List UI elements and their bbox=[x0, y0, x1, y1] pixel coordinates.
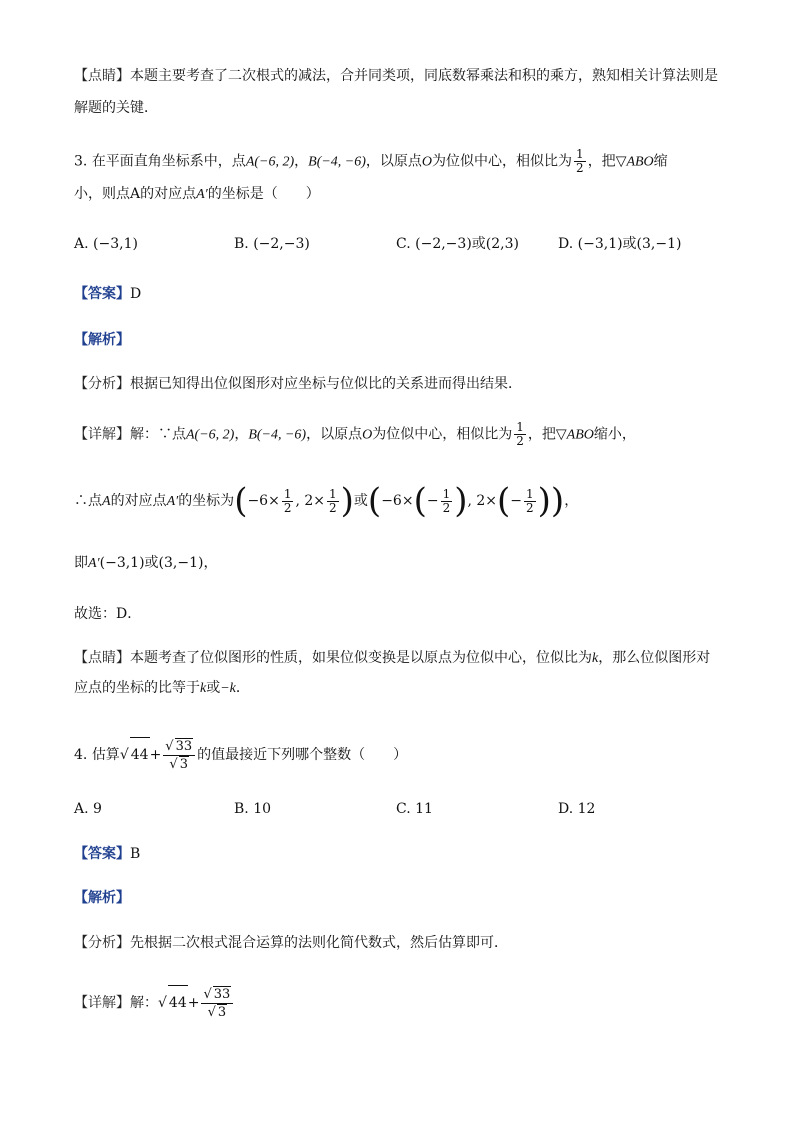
q3-coord2-frac1-den: 2 bbox=[442, 500, 451, 515]
q3-stem-b: ，以原点 bbox=[365, 153, 422, 170]
q4-detail-sqrt-44: 44 bbox=[168, 985, 188, 1020]
q3-stem-a: 在平面直角坐标系中，点 bbox=[91, 153, 246, 170]
q3-coord2-b: , 2× bbox=[467, 493, 498, 509]
q3-coord1-frac1-num: 1 bbox=[283, 486, 292, 501]
q3-option-d-label: D. bbox=[558, 236, 574, 252]
q4-detail: 【详解】解：√ 44+ $\frac{√ 33}{√ 3}$ bbox=[74, 985, 235, 1021]
q4-option-d-text: 12 bbox=[577, 801, 596, 817]
q3-line2-b: 的坐标是（ ） bbox=[207, 186, 320, 202]
dianjing-paragraph bbox=[74, 66, 718, 86]
q3-option-c-label: C. bbox=[396, 236, 411, 252]
q3-or: 或 bbox=[353, 493, 368, 509]
q3-coord1-frac2-num: 1 bbox=[329, 486, 337, 501]
q4-analysis-tag: 【解析】 bbox=[74, 890, 130, 906]
q3-option-d-text: (−3,1)或(3,−1) bbox=[577, 236, 682, 252]
q3-neg-2: − bbox=[510, 493, 523, 509]
close-paren-1: ) bbox=[340, 481, 354, 521]
q4-option-c[interactable] bbox=[396, 799, 433, 819]
q3-detail-ratio-den: 2 bbox=[516, 434, 524, 448]
q4-option-a-text: 9 bbox=[93, 801, 102, 817]
q3-detail-c: 为位似中心，相似比为 bbox=[372, 426, 513, 443]
q3-guxuan-text: 故选：D． bbox=[74, 606, 142, 622]
q4-detail-tag: 【详解】 bbox=[74, 995, 130, 1011]
q3-detail-triangle: ▽ABO bbox=[555, 427, 594, 443]
q3-option-a[interactable] bbox=[74, 234, 138, 254]
q3-detail-origin: O bbox=[362, 427, 373, 443]
q4-detail-sqrt-3: 3 bbox=[217, 1004, 227, 1020]
q3-a-prime: A′ bbox=[196, 187, 208, 202]
q3-stem bbox=[74, 148, 668, 175]
q3-therefore-b: 的对应点 bbox=[110, 493, 167, 509]
q3-therefore-point: A bbox=[102, 494, 111, 509]
q3-detail-point-b: B(−4, −6) bbox=[248, 427, 307, 443]
q3-answer bbox=[74, 284, 141, 304]
dianjing-tag: 【点睛】 bbox=[74, 68, 130, 84]
q3-detail-b: ，以原点 bbox=[306, 426, 363, 443]
q4-option-d[interactable] bbox=[558, 799, 595, 819]
q4-fenxi bbox=[74, 933, 508, 953]
q3-option-a-text: (−3,1) bbox=[93, 236, 138, 252]
q3-coord1-a: −6× bbox=[247, 493, 280, 509]
q3-options bbox=[74, 234, 734, 254]
q4-detail-a: 解： bbox=[130, 995, 158, 1011]
q3-option-b-label: B. bbox=[234, 236, 249, 252]
q3-neg-1: − bbox=[426, 493, 439, 509]
q3-coord1-frac1 bbox=[282, 488, 294, 515]
q3-stem-line2 bbox=[74, 184, 320, 205]
q3-point-b: B(−4, −6) bbox=[308, 154, 366, 170]
q4-answer-value: B bbox=[130, 846, 141, 862]
q3-option-b[interactable] bbox=[234, 234, 310, 254]
dianjing-text-1: 本题主要考查了二次根式的减法，合并同类项，同底数幂乘法和积的乘方，熟知相关计算法则是 bbox=[130, 68, 718, 84]
q4-fraction: $\frac{√ 33}{√ 3}$ bbox=[163, 738, 195, 773]
q3-option-a-label: A. bbox=[74, 236, 89, 252]
dianjing-text-2: 解题的关键． bbox=[74, 100, 158, 116]
q4-fenxi-text: 先根据二次根式混合运算的法则化简代数式，然后估算即可． bbox=[130, 935, 508, 951]
q3-dianjing-k2: k bbox=[200, 681, 207, 696]
q4-fenxi-tag: 【分析】 bbox=[74, 935, 130, 951]
close-paren-2: ) bbox=[550, 481, 565, 521]
q3-ji-coords: (−3,1)或(3,−1)， bbox=[99, 555, 218, 571]
q3-coord2-frac1 bbox=[441, 488, 453, 515]
q3-dianjing-1b: ，那么位似图形对 bbox=[598, 650, 711, 666]
q3-detail-d: ，把 bbox=[527, 426, 556, 443]
q3-coord1-frac1-den: 2 bbox=[283, 500, 292, 515]
q3-ji-a: 即 bbox=[74, 555, 88, 571]
q4-option-a-label: A. bbox=[74, 801, 89, 817]
q3-detail-point-a: A(−6, 2) bbox=[186, 427, 235, 443]
q3-coord2-a: −6× bbox=[381, 493, 414, 509]
q3-option-c-text: (−2,−3)或(2,3) bbox=[415, 236, 519, 252]
q3-analysis-tag: 【解析】 bbox=[74, 332, 130, 348]
q3-fenxi-tag: 【分析】 bbox=[74, 376, 130, 392]
q3-coord2-frac1-num: 1 bbox=[442, 486, 451, 501]
q4-option-b-text: 10 bbox=[253, 801, 272, 817]
q3-coord1-b: , 2× bbox=[295, 493, 326, 509]
q4-sqrt-33: 33 bbox=[175, 738, 193, 754]
open-paren-3: ( bbox=[413, 481, 427, 521]
q4-options bbox=[74, 799, 734, 819]
q3-detail bbox=[74, 421, 636, 448]
q3-therefore-a: ∴点 bbox=[74, 493, 102, 509]
q4-detail-plus: + bbox=[187, 995, 200, 1011]
q4-answer-tag: 【答案】 bbox=[74, 846, 130, 862]
q4-option-a[interactable] bbox=[74, 799, 102, 819]
q3-ji bbox=[74, 553, 217, 574]
q3-detail-ratio bbox=[514, 421, 526, 448]
q4-option-d-label: D. bbox=[558, 801, 574, 817]
q3-therefore: ∴点A的对应点A′的坐标为(−6× $\frac{1}{2}$ , 2× $\frac{1}{2}$ )或(−6×(− $\frac{1}{2}$ ), 2×(− $\frac{1}{2}$ ))， bbox=[74, 481, 579, 521]
q3-dianjing bbox=[74, 648, 710, 669]
q4-option-c-label: C. bbox=[396, 801, 411, 817]
q3-detail-ratio-num: 1 bbox=[516, 420, 524, 434]
q3-detail-tag: 【详解】 bbox=[74, 426, 130, 443]
q3-fenxi-text: 根据已知得出位似图形对应坐标与位似比的关系进而得出结果． bbox=[130, 376, 522, 392]
q3-option-c[interactable] bbox=[396, 234, 519, 254]
q4-detail-fraction: $\frac{√ 33}{√ 3}$ bbox=[201, 986, 233, 1021]
q3-sep: ， bbox=[294, 153, 309, 170]
q3-guxuan bbox=[74, 604, 141, 624]
q3-analysis-heading bbox=[74, 330, 130, 350]
q3-fenxi bbox=[74, 374, 522, 394]
q3-dianjing-line2 bbox=[74, 678, 250, 699]
q3-dianjing-1a: 本题考查了位似图形的性质，如果位似变换是以原点为位似中心，位似比为 bbox=[130, 650, 592, 666]
q3-dianjing-k: k bbox=[592, 651, 599, 666]
q4-sqrt-44: 44 bbox=[130, 737, 150, 772]
q3-coord2-frac2-num: 1 bbox=[526, 486, 534, 501]
dianjing-paragraph-line2 bbox=[74, 98, 158, 118]
q4-option-c-text: 11 bbox=[415, 801, 433, 817]
close-paren-3: ) bbox=[454, 481, 468, 521]
q3-option-d[interactable] bbox=[558, 234, 681, 254]
q4-stem-b: 的值最接近下列哪个整数（ ） bbox=[197, 747, 408, 763]
q3-detail-e: 缩小， bbox=[593, 426, 636, 443]
q3-origin: O bbox=[421, 154, 433, 170]
q4-sqrt-3: 3 bbox=[179, 756, 188, 772]
q3-stem-d: ，把 bbox=[587, 153, 616, 170]
q3-dianjing-2b: 或 bbox=[206, 680, 221, 696]
q3-ratio-fraction bbox=[574, 148, 586, 175]
q3-point-a: A(−6, 2) bbox=[245, 154, 295, 170]
q3-therefore-c: 的坐标为 bbox=[178, 493, 235, 509]
q3-coord2-frac2 bbox=[524, 488, 536, 515]
q3-triangle: ▽ABO bbox=[615, 154, 654, 170]
q4-plus: + bbox=[149, 747, 162, 763]
q3-dianjing-2a: 应点的坐标的比等于 bbox=[74, 680, 200, 696]
q4-number: 4. bbox=[74, 747, 88, 763]
q3-option-b-text: (−2,−3) bbox=[253, 236, 310, 252]
q3-ratio-den: 2 bbox=[576, 161, 584, 175]
q3-coord1-frac2-den: 2 bbox=[329, 500, 337, 515]
open-paren-2: ( bbox=[367, 481, 382, 521]
q3-ratio-num: 1 bbox=[576, 147, 584, 161]
q3-detail-sep: ， bbox=[234, 426, 249, 443]
close-paren-4: ) bbox=[537, 481, 551, 521]
open-paren-4: ( bbox=[497, 481, 511, 521]
q4-stem-a: 估算 bbox=[91, 747, 120, 763]
q4-analysis-heading bbox=[74, 888, 130, 908]
q4-detail-sqrt-33: 33 bbox=[213, 986, 231, 1002]
q3-therefore-a-prime: A′ bbox=[166, 494, 179, 509]
q3-dianjing-2c: ． bbox=[235, 680, 250, 696]
q3-answer-value: D bbox=[130, 286, 142, 302]
q4-option-b-label: B. bbox=[234, 801, 249, 817]
q3-stem-e: 缩 bbox=[653, 153, 668, 170]
q3-ji-a-prime: A′ bbox=[88, 556, 100, 571]
q3-dianjing-negk: −k bbox=[220, 681, 236, 696]
open-paren-1: ( bbox=[234, 481, 248, 521]
q3-answer-tag: 【答案】 bbox=[74, 286, 130, 302]
q4-stem: 4. 估算√ 44+ $\frac{√ 33}{√ 3}$ 的值最接近下列哪个整数（ ） bbox=[74, 738, 408, 772]
q3-stem-c: 为位似中心，相似比为 bbox=[432, 153, 573, 170]
q4-option-b[interactable] bbox=[234, 799, 271, 819]
q4-answer bbox=[74, 844, 140, 864]
q3-detail-a: 解：∵点 bbox=[130, 426, 186, 443]
q3-number: 3. bbox=[74, 153, 88, 170]
q3-coord1-frac2 bbox=[327, 488, 339, 515]
q3-line2-a: 小，则点A的对应点 bbox=[74, 186, 197, 202]
q3-dianjing-tag: 【点睛】 bbox=[74, 650, 130, 666]
q3-coord2-frac2-den: 2 bbox=[526, 500, 534, 515]
